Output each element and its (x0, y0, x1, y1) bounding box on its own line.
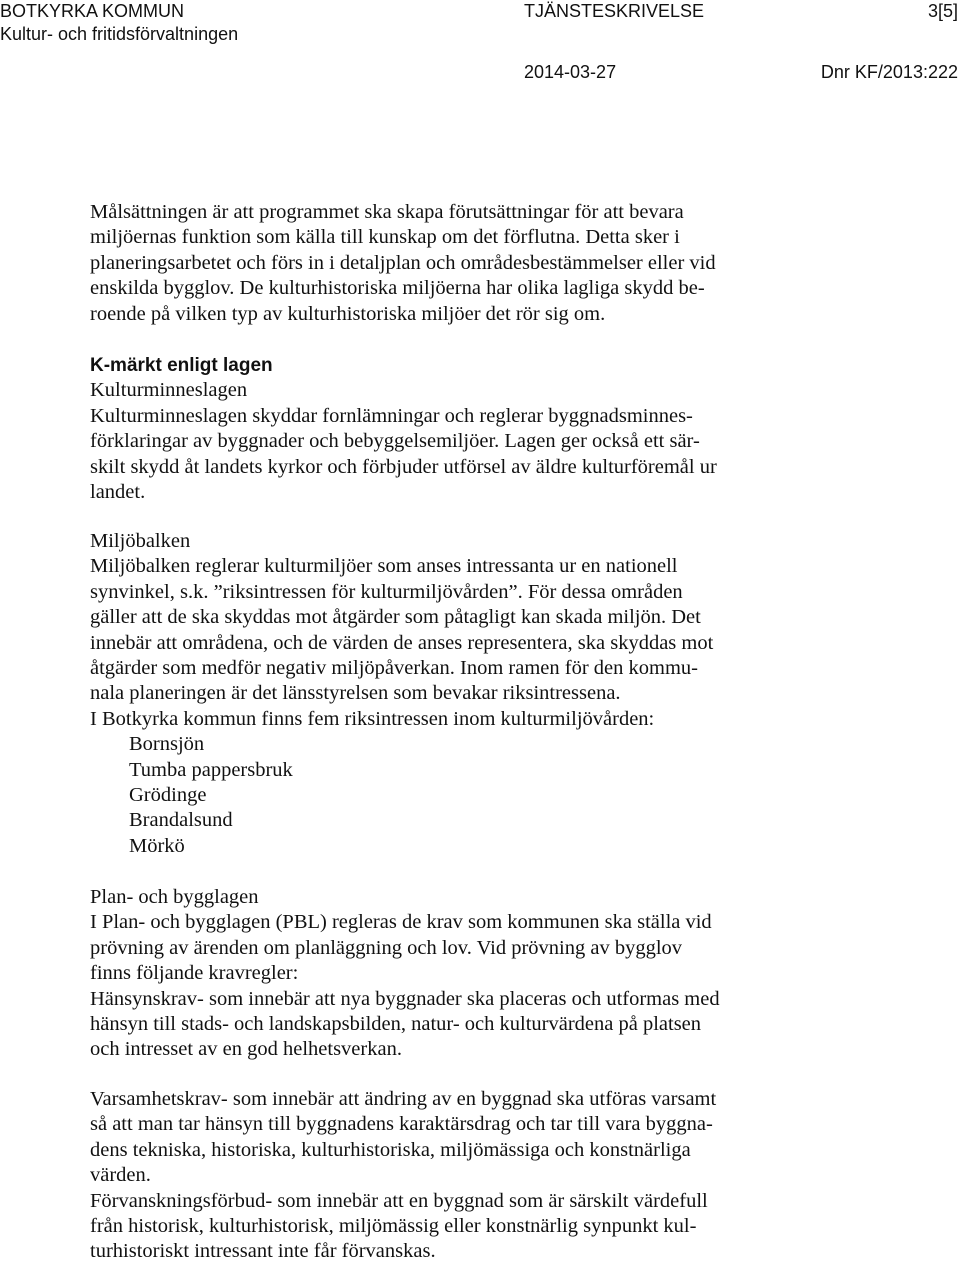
document-date: 2014-03-27 (524, 62, 617, 82)
subsection-heading: Miljöbalken (90, 530, 191, 552)
text-line: värden. (90, 1164, 151, 1187)
text-line: planeringsarbetet och förs in i detaljplan och områdesbestämmelser eller vid (90, 251, 716, 274)
text-line: I Botkyrka kommun finns fem riksintressen inom kulturmiljövården: (90, 707, 655, 730)
org-name: BOTKYRKA KOMMUN (0, 1, 185, 21)
miljobalken-section (90, 529, 920, 859)
text-line: åtgärder som medför negativ miljöpåverkan. Inom ramen för den kommu- (90, 657, 698, 680)
text-line: turhistoriskt intressant inte får förvanskas. (90, 1240, 436, 1263)
reference-number: Dnr KF/2013:222 (820, 62, 958, 82)
varsamhet-paragraph (90, 1087, 920, 1265)
text-line: I Plan- och bygglagen (PBL) regleras de krav som kommunen ska ställa vid (90, 911, 712, 934)
intro-paragraph (90, 200, 920, 327)
text-line: Miljöbalken reglerar kulturmiljöer som anses intressanta ur en nationell (90, 555, 678, 578)
text-line: förklaringar av byggnader och bebyggelsemiljöer. Lagen ger också ett sär- (90, 430, 700, 453)
text-line: Förvanskningsförbud- som innebär att en byggnad som är särskilt värdefull (90, 1189, 708, 1212)
text-line: nala planeringen är det länsstyrelsen som bevakar riksintressena. (90, 682, 621, 705)
text-line: dens tekniska, historiska, kulturhistoriska, miljömässiga och konstnärliga (90, 1138, 691, 1161)
list-item: Mörkö (129, 834, 185, 857)
text-line: och intresset av en god helhetsverkan. (90, 1038, 402, 1061)
list-item: Brandalsund (129, 809, 233, 832)
text-line: innebär att områdena, och de värden de anses representera, ska skyddas mot (90, 631, 714, 654)
list-item: Bornsjön (129, 733, 205, 756)
text-line: roende på vilken typ av kulturhistoriska miljöer det rör sig om. (90, 302, 606, 325)
text-line: gäller att de ska skyddas mot åtgärder som påtagligt kan skada miljön. Det (90, 606, 701, 629)
text-line: enskilda bygglov. De kulturhistoriska miljöerna har olika lagliga skydd be- (90, 277, 705, 300)
subsection-heading: Kulturminneslagen (90, 379, 248, 402)
text-line: Målsättningen är att programmet ska skapa förutsättningar för att bevara (90, 201, 684, 223)
subsection-heading: Plan- och bygglagen (90, 886, 259, 908)
text-line: finns följande kravregler: (90, 962, 299, 985)
text-line: hänsyn till stads- och landskapsbilden, natur- och kulturvärdena på platsen (90, 1013, 702, 1036)
text-line: miljöernas funktion som källa till kunskap om det förflutna. Detta sker i (90, 226, 680, 249)
text-line: från historisk, kulturhistorisk, miljömässig eller konstnärlig synpunkt kul- (90, 1215, 697, 1238)
page-number: 3[5] (927, 1, 958, 21)
text-line: Hänsynskrav- som innebär att nya byggnader ska placeras och utformas med (90, 987, 720, 1010)
pbl-section (90, 885, 920, 1063)
text-line: landet. (90, 481, 146, 504)
list-item: Grödinge (129, 784, 207, 807)
text-line: skilt skydd åt landets kyrkor och förbjuder utförsel av äldre kulturföremål ur (90, 455, 717, 478)
text-line: Kulturminneslagen skyddar fornlämningar och reglerar byggnadsminnes- (90, 404, 693, 427)
text-line: Varsamhetskrav- som innebär att ändring av en byggnad ska utföras varsamt (90, 1088, 717, 1110)
text-line: prövning av ärenden om planläggning och lov. Vid prövning av bygglov (90, 936, 683, 959)
list-item: Tumba pappersbruk (129, 758, 293, 781)
department-name: Kultur- och fritidsförvaltningen (0, 24, 239, 44)
document-type: TJÄNSTESKRIVELSE (524, 1, 705, 21)
section-heading: K-märkt enligt lagen (90, 355, 273, 376)
text-line: så att man tar hänsyn till byggnadens karaktärsdrag och tar till vara byggna- (90, 1113, 713, 1136)
kmarkt-section (90, 353, 920, 505)
text-line: synvinkel, s.k. ”riksintressen för kulturmiljövården”. För dessa områden (90, 580, 683, 603)
